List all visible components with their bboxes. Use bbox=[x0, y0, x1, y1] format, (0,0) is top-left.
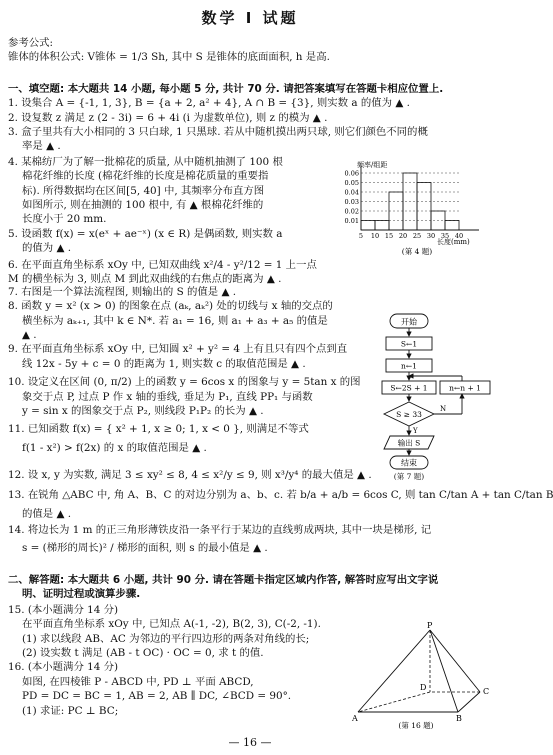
vertex-label-d: D bbox=[420, 683, 427, 692]
histogram-svg bbox=[335, 158, 495, 256]
question-16-head: 16. (本小题满分 14 分) bbox=[8, 661, 119, 674]
question-8-line3: ▲ . bbox=[22, 329, 37, 342]
hist-xtick: 10 bbox=[370, 232, 380, 240]
question-5-line1: 5. 设函数 f(x) = x(eˣ + ae⁻ˣ) (x ∈ R) 是偶函数, 则实数 a bbox=[8, 227, 283, 240]
flowchart-figure-7 bbox=[372, 312, 496, 482]
hist-xlabel: 长度(mm) bbox=[437, 238, 470, 246]
hist-bar bbox=[389, 192, 403, 230]
flowchart-caption: (第 7 题) bbox=[393, 472, 425, 481]
flow-condition-label: S ≥ 33 bbox=[396, 410, 422, 419]
question-9-line2: 线 12x - 5y + c = 0 的距离为 1, 则实数 c 的取值范围是 ▲ . bbox=[22, 357, 306, 370]
question-4-line5: 长度小于 20 mm. bbox=[22, 213, 107, 226]
hist-ytick: 0.05 bbox=[344, 179, 359, 187]
hist-xtick: 40 bbox=[454, 232, 464, 240]
part2-header: 二、解答题: 本大题共 6 小题, 共计 90 分. 请在答题卡指定区域内作答, 解答时应写出文字说 bbox=[8, 574, 439, 586]
question-4 bbox=[8, 155, 338, 256]
flow-start-label: 开始 bbox=[401, 317, 417, 327]
flow-init-n-label: n←1 bbox=[401, 361, 417, 371]
hist-xtick: 5 bbox=[358, 232, 364, 240]
question-3-line2: 率是 ▲ . bbox=[22, 140, 61, 153]
question-15-line1: 在平面直角坐标系 xOy 中, 已知点 A(-1, -2), B(2, 3), C(-2, -1). bbox=[22, 618, 321, 631]
question-15-line3: (2) 设实数 t 满足 (AB - t OC) · OC = 0, 求 t 的值. bbox=[22, 647, 264, 660]
question-16-line2: PD = DC = BC = 1, AB = 2, AB ∥ DC, ∠BCD = 90°. bbox=[22, 690, 292, 703]
question-14-line1: 14. 将边长为 1 m 的正三角形薄铁皮沿一条平行于某边的直线剪成两块, 其中一块是梯形, 记 bbox=[8, 524, 432, 537]
flow-no-label: N bbox=[440, 405, 447, 413]
hist-xtick: 30 bbox=[426, 232, 436, 240]
question-4-line2: 棉花纤维的长度 (棉花纤维的长度是棉花质量的重要指 bbox=[22, 170, 269, 183]
part1-header: 一、填空题: 本大题共 14 小题, 每小题 5 分, 共计 70 分. 请把答案填写在答题卡相应位置上. bbox=[8, 83, 444, 95]
question-13-line1: 13. 在锐角 △ABC 中, 角 A、B、C 的对边分别为 a、b、c. 若 b/a + a/b = 6cos C, 则 tan C/tan A + tan C/tan B bbox=[8, 489, 553, 502]
histogram-figure-4 bbox=[335, 158, 495, 256]
vertex-label-b: B bbox=[456, 714, 462, 723]
flow-output-label: 输出 S bbox=[397, 438, 421, 448]
pyramid-figure-16 bbox=[350, 620, 495, 730]
flow-end-label: 结束 bbox=[401, 458, 417, 468]
vertex-label-c: C bbox=[483, 687, 490, 696]
flowchart-svg bbox=[372, 312, 496, 472]
page-title: 数学 Ⅰ 试题 bbox=[201, 9, 299, 27]
questions-15-16 bbox=[8, 603, 403, 718]
question-14-line2: s = (梯形的周长)² / 梯形的面积, 则 s 的最小值是 ▲ . bbox=[22, 542, 268, 555]
question-6 bbox=[8, 258, 490, 287]
pyramid-svg bbox=[350, 620, 495, 730]
question-8-line2: 横坐标为 aₖ₊₁, 其中 k ∈ N*. 若 a₁ = 16, 则 a₁ + a₃ + a₅ 的值是 bbox=[22, 314, 328, 327]
question-4-line1: 4. 某棉纺厂为了解一批棉花的质量, 从中随机抽测了 100 根 bbox=[8, 156, 283, 168]
hist-bar bbox=[375, 221, 389, 231]
part1 bbox=[8, 82, 490, 154]
hist-ylabel: 频率/组距 bbox=[357, 161, 388, 169]
question-11-line1: 11. 已知函数 f(x) = { x² + 1, x ≥ 0; 1, x < 0 }, 则满足不等式 bbox=[8, 423, 309, 436]
question-3-line1: 3. 盒子里共有大小相同的 3 只白球, 1 只黑球. 若从中随机摸出两只球, 则它们颜色不同的概 bbox=[8, 126, 428, 139]
hist-ytick: 0.02 bbox=[344, 207, 359, 216]
hist-xtick: 20 bbox=[398, 232, 408, 240]
question-10-line3: y = sin x 的图象交于点 P₂, 则线段 P₁P₂ 的长为 ▲ . bbox=[22, 404, 264, 417]
question-4-line3: 标). 所得数据均在区间[5, 40] 中, 其频率分布直方图 bbox=[22, 184, 265, 197]
part2-header-line2: 明、证明过程或演算步骤. bbox=[22, 588, 141, 601]
question-6-line2: M 的横坐标为 3, 则点 M 到此双曲线的右焦点的距离为 ▲ . bbox=[8, 273, 282, 286]
question-15-head: 15. (本小题满分 14 分) bbox=[8, 604, 119, 616]
question-8-line1: 8. 函数 y = x² (x > 0) 的图象在点 (aₖ, aₖ²) 处的切线与 x 轴的交点的 bbox=[8, 300, 333, 313]
page-number: — 16 — bbox=[228, 736, 272, 749]
hist-xtick: 25 bbox=[412, 232, 422, 240]
question-11-line2: f(1 - x²) > f(2x) 的 x 的取值范围是 ▲ . bbox=[22, 441, 207, 454]
question-4-line4: 如图所示, 则在抽测的 100 根中, 有 ▲ 根棉花纤维的 bbox=[22, 199, 264, 212]
ref-formula: 锥体的体积公式: V锥体 = 1/3 Sh, 其中 S 是锥体的底面面积, h 是高. bbox=[8, 51, 330, 64]
question-13-line2: 的值是 ▲ . bbox=[22, 507, 72, 520]
hist-ytick: 0.04 bbox=[344, 188, 359, 197]
hist-bar bbox=[361, 221, 375, 231]
question-1: 1. 设集合 A = {-1, 1, 3}, B = {a + 2, a² + 4}, A ∩ B = {3}, 则实数 a 的值为 ▲ . bbox=[8, 97, 410, 110]
question-16-line1: 如图, 在四棱锥 P - ABCD 中, PD ⊥ 平面 ABCD, bbox=[22, 675, 254, 688]
questions-7-11 bbox=[8, 285, 378, 455]
question-2: 2. 设复数 z 满足 z (2 - 3i) = 6 + 4i (i 为虚数单位), 则 z 的模为 ▲ . bbox=[8, 111, 328, 124]
hist-bar bbox=[445, 221, 459, 231]
question-10-line1: 10. 设定义在区间 (0, π/2) 上的函数 y = 6cos x 的图象与 y = 5tan x 的图 bbox=[8, 376, 361, 389]
flow-update-s-label: S←2S + 1 bbox=[390, 383, 428, 393]
hist-xtick: 35 bbox=[440, 232, 450, 240]
question-15-line2: (1) 求以线段 AB、AC 为邻边的平行四边形的两条对角线的长; bbox=[22, 632, 310, 645]
hist-bar bbox=[417, 183, 431, 231]
hist-caption: (第 4 题) bbox=[401, 247, 433, 256]
question-5-line2: 的值为 ▲ . bbox=[22, 242, 72, 255]
question-10-line2: 象交于点 P, 过点 P 作 x 轴的垂线, 垂足为 P₁, 直线 PP₁ 与函数 bbox=[22, 390, 313, 403]
vertex-label-a: A bbox=[352, 714, 358, 723]
hist-xtick: 15 bbox=[384, 232, 394, 240]
flow-increment-n-label: n←n + 1 bbox=[449, 383, 481, 393]
question-6-line1: 6. 在平面直角坐标系 xOy 中, 已知双曲线 x²/4 - y²/12 = 1 上一点 bbox=[8, 259, 317, 271]
ref-header: 参考公式: bbox=[8, 37, 54, 49]
flow-yes-label: Y bbox=[413, 427, 418, 435]
flow-init-s-label: S←1 bbox=[400, 339, 418, 349]
question-9-line1: 9. 在平面直角坐标系 xOy 中, 已知圆 x² + y² = 4 上有且只有四个点到直 bbox=[8, 343, 348, 356]
hist-ytick: 0.06 bbox=[344, 169, 359, 178]
pyramid-caption: (第 16 题) bbox=[398, 721, 434, 730]
hist-ytick: 0.01 bbox=[344, 217, 359, 225]
question-7: 7. 右图是一个算法流程图, 则输出的 S 的值是 ▲ . bbox=[8, 286, 237, 298]
question-12: 12. 设 x, y 为实数, 满足 3 ≤ xy² ≤ 8, 4 ≤ x²/y ≤ 9, 则 x³/y⁴ 的最大值是 ▲ . bbox=[8, 469, 372, 481]
hist-ytick: 0.03 bbox=[344, 198, 359, 206]
question-16-line3: (1) 求证: PC ⊥ BC; bbox=[22, 704, 119, 717]
reference-formulas bbox=[8, 36, 490, 65]
vertex-label-p: P bbox=[427, 621, 433, 630]
part2 bbox=[8, 573, 490, 602]
